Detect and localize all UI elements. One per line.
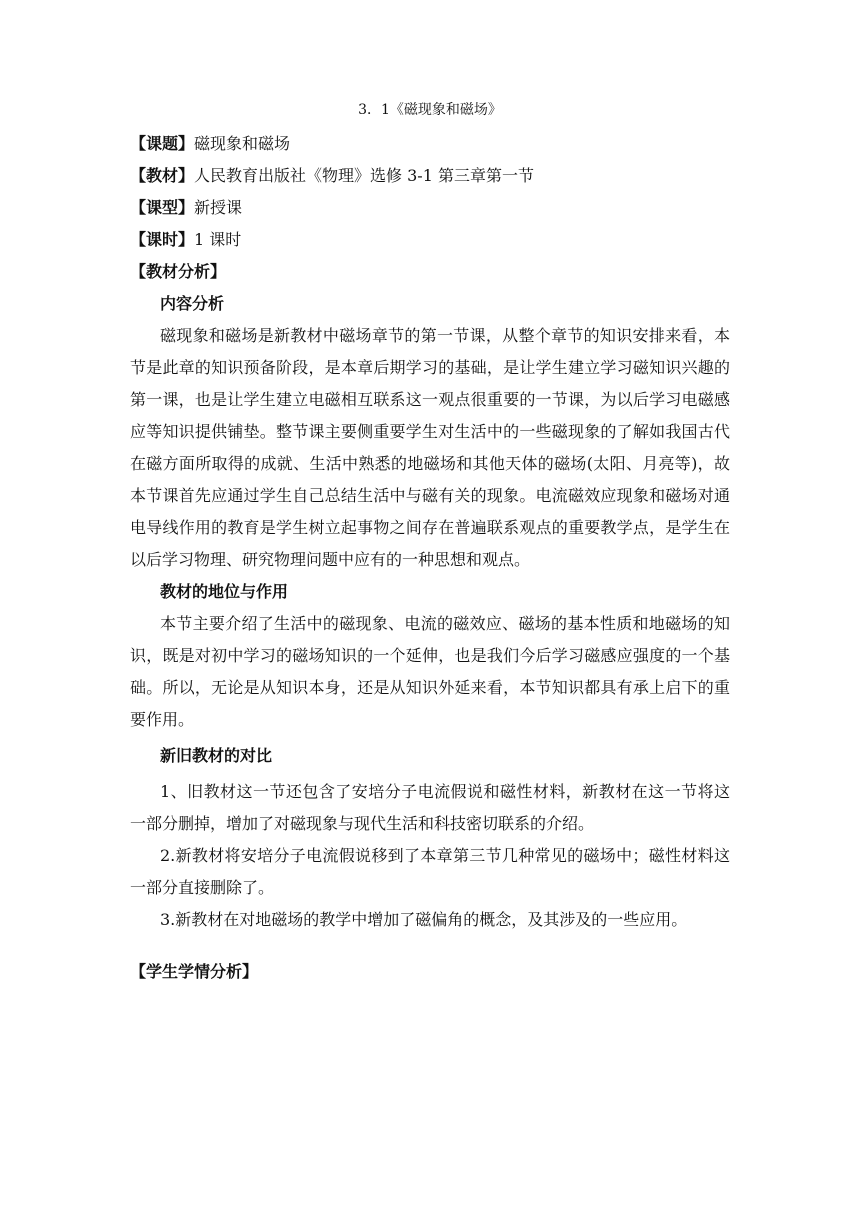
meta-topic-label: 【课题】 bbox=[130, 134, 195, 153]
meta-textbook-value: 人民教育出版社《物理》选修 3-1 第三章第一节 bbox=[194, 166, 534, 185]
analysis-heading: 【教材分析】 bbox=[130, 262, 227, 281]
meta-textbook-label: 【教材】 bbox=[130, 166, 195, 185]
comparison-item-1: 1、旧教材这一节还包含了安培分子电流假说和磁性材料，新教材在这一节将这一部分删掉，增加了对磁现象与现代生活和科技密切联系的介绍。 bbox=[130, 782, 730, 833]
meta-lesson-type bbox=[130, 192, 730, 224]
document-title: 3．1《磁现象和磁场》 bbox=[358, 102, 502, 118]
comparison-item-3: 3.新教材在对地磁场的教学中增加了磁偏角的概念，及其涉及的一些应用。 bbox=[160, 910, 688, 929]
comparison-item-2: 2.新教材将安培分子电流假说移到了本章第三节几种常见的磁场中；磁性材料这一部分直接删除了。 bbox=[130, 846, 730, 897]
student-analysis-heading: 【学生学情分析】 bbox=[130, 962, 259, 981]
position-role-body: 本节主要介绍了生活中的磁现象、电流的磁效应、磁场的基本性质和地磁场的知识，既是对初中学习的磁场知识的一个延伸，也是我们今后学习磁感应强度的一个基础。所以，无论是从知识本身，还是从知识外延来看，本节知识都具有承上启下的重要作用。 bbox=[130, 614, 730, 729]
meta-periods-label: 【课时】 bbox=[130, 230, 195, 249]
comparison-heading: 新旧教材的对比 bbox=[160, 746, 273, 765]
content-analysis-body: 磁现象和磁场是新教材中磁场章节的第一节课，从整个章节的知识安排来看，本节是此章的知识预备阶段，是本章后期学习的基础，是让学生建立学习磁知识兴趣的第一课，也是让学生建立电磁相互联系这一观点很重要的一节课，为以后学习电磁感应等知识提供铺垫。整节课主要侧重要学生对生活中的一些磁现象的了解如我国古代在磁方面所取得的成就、生活中熟悉的地磁场和其他天体的磁场(太阳、月亮等)，故本节课首先应通过学生自己总结生活中与磁有关的现象。电流磁效应现象和磁场对通电导线作用的教育是学生树立起事物之间存在普遍联系观点的重要教学点，是学生在以后学习物理、研究物理问题中应有的一种思想和观点。 bbox=[130, 326, 730, 569]
meta-periods bbox=[130, 224, 730, 256]
content-analysis-heading: 内容分析 bbox=[160, 294, 225, 313]
meta-lesson-type-label: 【课型】 bbox=[130, 198, 195, 217]
meta-periods-value: 1 课时 bbox=[194, 230, 242, 249]
meta-topic-value: 磁现象和磁场 bbox=[194, 134, 291, 153]
document-page bbox=[130, 100, 730, 988]
meta-lesson-type-value: 新授课 bbox=[194, 198, 243, 217]
meta-topic bbox=[130, 128, 730, 160]
meta-textbook bbox=[130, 160, 730, 192]
position-role-heading: 教材的地位与作用 bbox=[160, 582, 289, 601]
